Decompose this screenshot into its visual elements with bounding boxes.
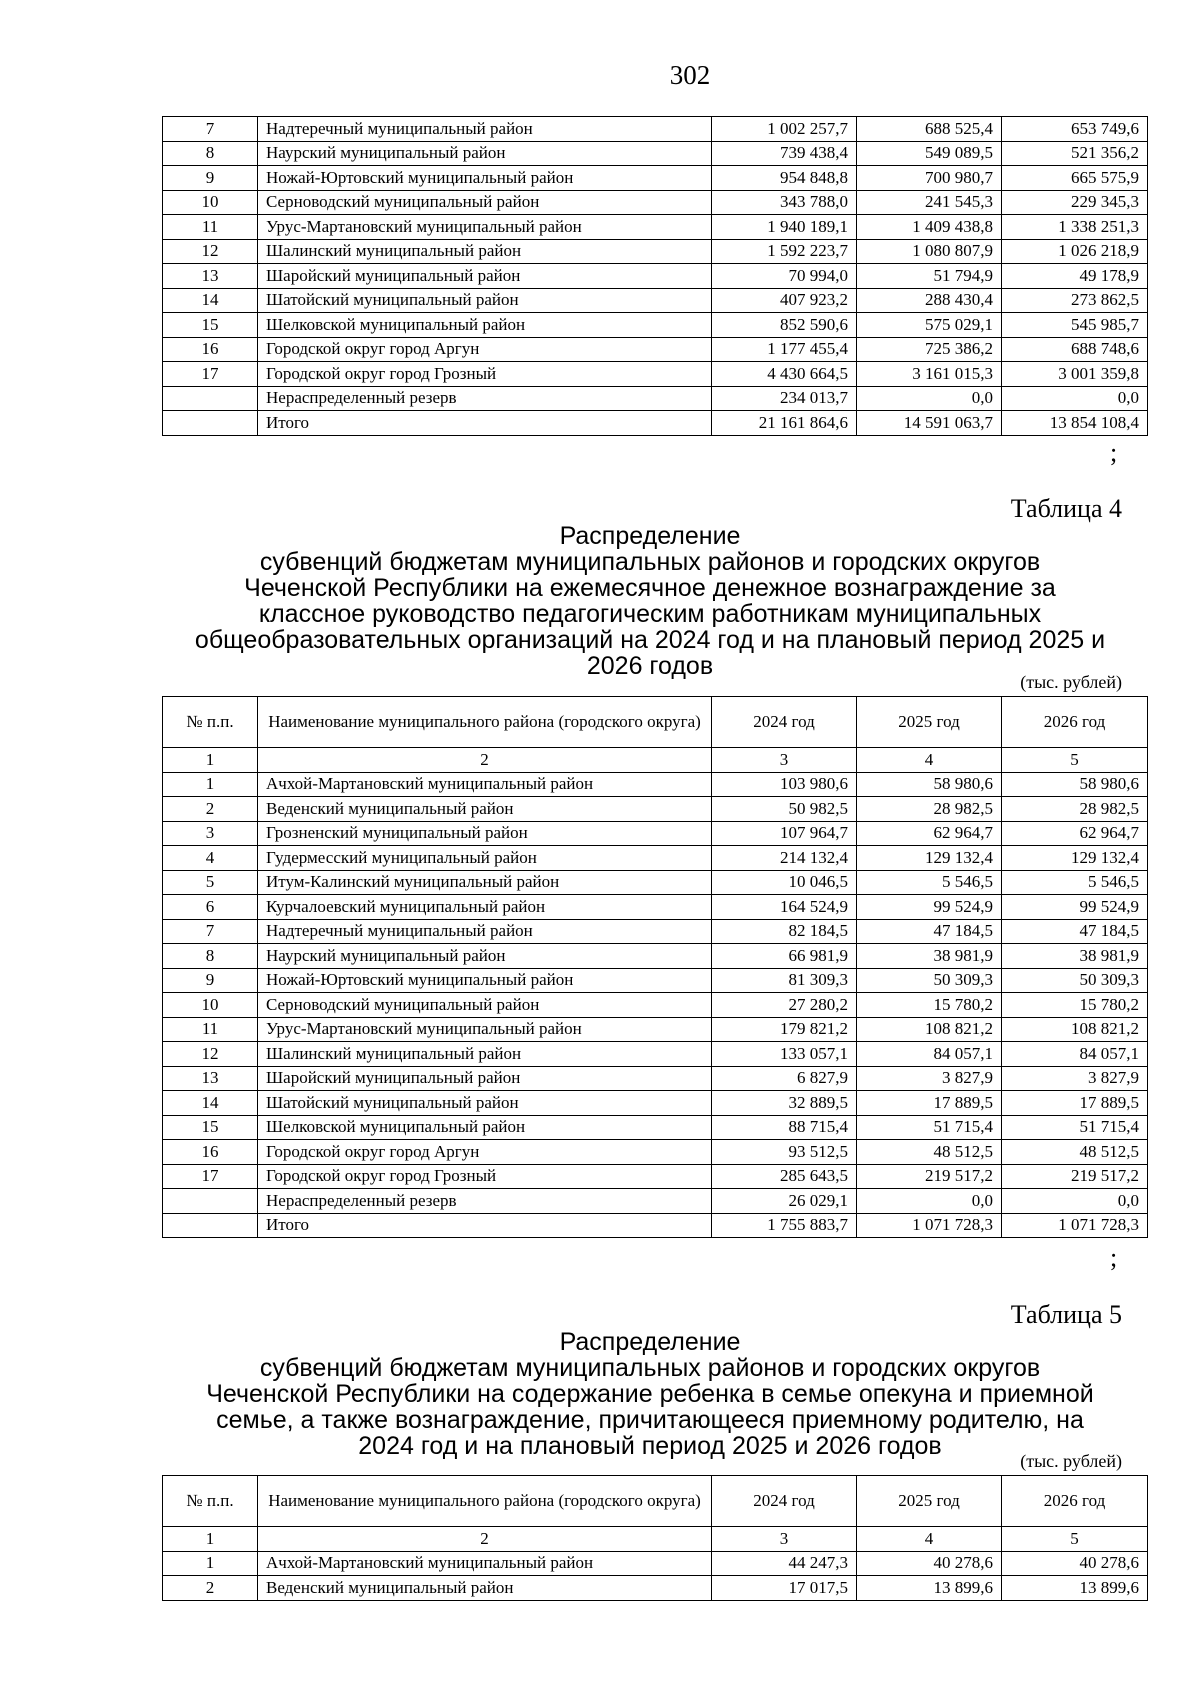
table-row <box>163 895 1148 920</box>
page-number: 302 <box>669 60 711 90</box>
row-number: 14 <box>163 1091 258 1116</box>
value-2025: 84 057,1 <box>857 1042 1002 1067</box>
value-2026: 219 517,2 <box>1002 1164 1148 1189</box>
heading-line: классное руководство педагогическим работникам муниципальных <box>258 600 1042 628</box>
value-2026: 51 715,4 <box>1002 1115 1148 1140</box>
value-2025: 3 827,9 <box>857 1066 1002 1091</box>
table5 <box>162 1475 1148 1601</box>
row-number: 15 <box>163 1115 258 1140</box>
value-2026: 653 749,6 <box>1002 117 1148 142</box>
table4 <box>162 696 1148 1238</box>
header-num: № п.п. <box>163 697 258 748</box>
value-2025: 48 512,5 <box>857 1140 1002 1165</box>
value-2026: 84 057,1 <box>1002 1042 1148 1067</box>
value-2026: 28 982,5 <box>1002 797 1148 822</box>
row-number: 2 <box>163 797 258 822</box>
row-number: 10 <box>163 993 258 1018</box>
district-name: Шатойский муниципальный район <box>258 288 712 313</box>
row-number: 16 <box>163 1140 258 1165</box>
table3-end-mark: ; <box>1110 438 1118 467</box>
district-name: Грозненский муниципальный район <box>258 821 712 846</box>
table-row <box>163 337 1148 362</box>
row-number: 9 <box>163 968 258 993</box>
row-number: 8 <box>163 141 258 166</box>
table-row <box>163 117 1148 142</box>
value-2026: 1 026 218,9 <box>1002 239 1148 264</box>
header-2024: 2024 год <box>712 1476 857 1527</box>
value-2024: 32 889,5 <box>712 1091 857 1116</box>
value-2026: 38 981,9 <box>1002 944 1148 969</box>
value-2025: 725 386,2 <box>857 337 1002 362</box>
value-2026: 665 575,9 <box>1002 166 1148 191</box>
col-number: 5 <box>1002 1527 1148 1552</box>
table-row <box>163 919 1148 944</box>
value-2024: 214 132,4 <box>712 846 857 871</box>
value-2025: 549 089,5 <box>857 141 1002 166</box>
table-row <box>163 944 1148 969</box>
row-number: 14 <box>163 288 258 313</box>
row-number: 12 <box>163 239 258 264</box>
district-name: Городской округ город Аргун <box>258 1140 712 1165</box>
col-number: 2 <box>258 748 712 773</box>
value-2024: 93 512,5 <box>712 1140 857 1165</box>
district-name: Нераспределенный резерв <box>258 386 712 411</box>
value-2026: 0,0 <box>1002 1189 1148 1214</box>
table4-header-row <box>163 697 1148 748</box>
value-2026: 3 827,9 <box>1002 1066 1148 1091</box>
value-2025: 50 309,3 <box>857 968 1002 993</box>
value-2025: 129 132,4 <box>857 846 1002 871</box>
value-2025: 51 794,9 <box>857 264 1002 289</box>
row-number: 11 <box>163 215 258 240</box>
table-row <box>163 1017 1148 1042</box>
value-2024: 10 046,5 <box>712 870 857 895</box>
table4-column-numbers-row <box>163 748 1148 773</box>
value-2024: 26 029,1 <box>712 1189 857 1214</box>
value-2024: 66 981,9 <box>712 944 857 969</box>
header-name: Наименование муниципального района (городского округа) <box>258 1476 712 1527</box>
row-number: 17 <box>163 1164 258 1189</box>
table-row <box>163 993 1148 1018</box>
header-num: № п.п. <box>163 1476 258 1527</box>
district-name: Шелковской муниципальный район <box>258 313 712 338</box>
header-2024: 2024 год <box>712 697 857 748</box>
col-number: 3 <box>712 1527 857 1552</box>
table-row <box>163 1213 1148 1238</box>
district-name: Серноводский муниципальный район <box>258 190 712 215</box>
table-row <box>163 239 1148 264</box>
value-2024: 1 755 883,7 <box>712 1213 857 1238</box>
table4-units: (тыс. рублей) <box>1020 672 1122 692</box>
value-2024: 179 821,2 <box>712 1017 857 1042</box>
row-number: 1 <box>163 1551 258 1576</box>
value-2024: 88 715,4 <box>712 1115 857 1140</box>
value-2025: 40 278,6 <box>857 1551 1002 1576</box>
table-row <box>163 1164 1148 1189</box>
value-2025: 288 430,4 <box>857 288 1002 313</box>
value-2025: 0,0 <box>857 386 1002 411</box>
table3-continuation <box>162 116 1148 436</box>
value-2025: 0,0 <box>857 1189 1002 1214</box>
table3-body <box>163 117 1148 436</box>
heading-line: субвенций бюджетам муниципальных районов и городских округов <box>259 1354 1041 1382</box>
row-number: 16 <box>163 337 258 362</box>
heading-line: субвенций бюджетам муниципальных районов и городских округов <box>259 548 1041 576</box>
value-2025: 28 982,5 <box>857 797 1002 822</box>
table-row <box>163 386 1148 411</box>
value-2024: 4 430 664,5 <box>712 362 857 387</box>
row-number: 3 <box>163 821 258 846</box>
row-number: 12 <box>163 1042 258 1067</box>
table4-end-mark: ; <box>1110 1243 1118 1272</box>
value-2024: 17 017,5 <box>712 1576 857 1601</box>
value-2026: 688 748,6 <box>1002 337 1148 362</box>
district-name: Шатойский муниципальный район <box>258 1091 712 1116</box>
table-row <box>163 1066 1148 1091</box>
district-name: Ножай-Юртовский муниципальный район <box>258 166 712 191</box>
district-name: Шалинский муниципальный район <box>258 239 712 264</box>
value-2025: 47 184,5 <box>857 919 1002 944</box>
value-2026: 17 889,5 <box>1002 1091 1148 1116</box>
value-2024: 343 788,0 <box>712 190 857 215</box>
district-name: Итого <box>258 1213 712 1238</box>
col-number: 3 <box>712 748 857 773</box>
value-2026: 521 356,2 <box>1002 141 1148 166</box>
table-row <box>163 1189 1148 1214</box>
row-number <box>163 411 258 436</box>
col-number: 1 <box>163 748 258 773</box>
district-name: Курчалоевский муниципальный район <box>258 895 712 920</box>
value-2024: 21 161 864,6 <box>712 411 857 436</box>
district-name: Ачхой-Мартановский муниципальный район <box>258 1551 712 1576</box>
value-2026: 1 071 728,3 <box>1002 1213 1148 1238</box>
row-number: 1 <box>163 772 258 797</box>
col-number: 1 <box>163 1527 258 1552</box>
table5-units: (тыс. рублей) <box>1020 1451 1122 1471</box>
table-row <box>163 1042 1148 1067</box>
value-2025: 219 517,2 <box>857 1164 1002 1189</box>
row-number <box>163 1189 258 1214</box>
district-name: Наурский муниципальный район <box>258 944 712 969</box>
value-2026: 62 964,7 <box>1002 821 1148 846</box>
value-2026: 15 780,2 <box>1002 993 1148 1018</box>
value-2026: 0,0 <box>1002 386 1148 411</box>
table5-heading <box>150 1329 1150 1459</box>
value-2026: 48 512,5 <box>1002 1140 1148 1165</box>
district-name: Шелковской муниципальный район <box>258 1115 712 1140</box>
value-2024: 6 827,9 <box>712 1066 857 1091</box>
heading-line: семье, а также вознаграждение, причитающееся приемному родителю, на <box>216 1406 1084 1434</box>
table5-header-row <box>163 1476 1148 1527</box>
table-row <box>163 797 1148 822</box>
row-number: 7 <box>163 117 258 142</box>
value-2025: 51 715,4 <box>857 1115 1002 1140</box>
value-2025: 575 029,1 <box>857 313 1002 338</box>
heading-title: Распределение <box>559 522 741 550</box>
value-2024: 407 923,2 <box>712 288 857 313</box>
value-2024: 1 177 455,4 <box>712 337 857 362</box>
district-name: Итум-Калинский муниципальный район <box>258 870 712 895</box>
heading-line: 2024 год и на плановый период 2025 и 2026 годов <box>358 1432 942 1460</box>
value-2024: 1 940 189,1 <box>712 215 857 240</box>
district-name: Веденский муниципальный район <box>258 1576 712 1601</box>
table5-label: Таблица 5 <box>1010 1300 1122 1329</box>
value-2025: 241 545,3 <box>857 190 1002 215</box>
value-2025: 14 591 063,7 <box>857 411 1002 436</box>
district-name: Веденский муниципальный район <box>258 797 712 822</box>
col-number: 4 <box>857 748 1002 773</box>
table-row <box>163 772 1148 797</box>
value-2024: 1 002 257,7 <box>712 117 857 142</box>
heading-line: 2026 годов <box>586 652 714 680</box>
row-number: 11 <box>163 1017 258 1042</box>
table5-column-numbers-row <box>163 1527 1148 1552</box>
district-name: Ачхой-Мартановский муниципальный район <box>258 772 712 797</box>
district-name: Шаройский муниципальный район <box>258 264 712 289</box>
row-number: 10 <box>163 190 258 215</box>
value-2026: 13 854 108,4 <box>1002 411 1148 436</box>
district-name: Нераспределенный резерв <box>258 1189 712 1214</box>
row-number: 6 <box>163 895 258 920</box>
header-2026: 2026 год <box>1002 697 1148 748</box>
table4-body <box>163 772 1148 1238</box>
table-row <box>163 362 1148 387</box>
value-2024: 739 438,4 <box>712 141 857 166</box>
value-2025: 17 889,5 <box>857 1091 1002 1116</box>
value-2025: 700 980,7 <box>857 166 1002 191</box>
value-2026: 47 184,5 <box>1002 919 1148 944</box>
table-row <box>163 1140 1148 1165</box>
value-2024: 133 057,1 <box>712 1042 857 1067</box>
value-2026: 129 132,4 <box>1002 846 1148 871</box>
value-2025: 58 980,6 <box>857 772 1002 797</box>
row-number: 4 <box>163 846 258 871</box>
heading-title: Распределение <box>559 1328 741 1356</box>
value-2026: 49 178,9 <box>1002 264 1148 289</box>
value-2025: 108 821,2 <box>857 1017 1002 1042</box>
table-row <box>163 411 1148 436</box>
table-row <box>163 968 1148 993</box>
col-number: 2 <box>258 1527 712 1552</box>
value-2024: 44 247,3 <box>712 1551 857 1576</box>
district-name: Надтеречный муниципальный район <box>258 919 712 944</box>
value-2025: 38 981,9 <box>857 944 1002 969</box>
value-2024: 27 280,2 <box>712 993 857 1018</box>
value-2026: 273 862,5 <box>1002 288 1148 313</box>
district-name: Шаройский муниципальный район <box>258 1066 712 1091</box>
value-2024: 103 980,6 <box>712 772 857 797</box>
value-2026: 40 278,6 <box>1002 1551 1148 1576</box>
value-2024: 954 848,8 <box>712 166 857 191</box>
value-2026: 50 309,3 <box>1002 968 1148 993</box>
value-2025: 1 071 728,3 <box>857 1213 1002 1238</box>
district-name: Надтеречный муниципальный район <box>258 117 712 142</box>
value-2026: 229 345,3 <box>1002 190 1148 215</box>
row-number <box>163 1213 258 1238</box>
header-2026: 2026 год <box>1002 1476 1148 1527</box>
col-number: 5 <box>1002 748 1148 773</box>
table-row <box>163 313 1148 338</box>
district-name: Серноводский муниципальный район <box>258 993 712 1018</box>
table-row <box>163 1091 1148 1116</box>
value-2025: 5 546,5 <box>857 870 1002 895</box>
value-2024: 82 184,5 <box>712 919 857 944</box>
col-number: 4 <box>857 1527 1002 1552</box>
district-name: Городской округ город Аргун <box>258 337 712 362</box>
value-2026: 545 985,7 <box>1002 313 1148 338</box>
table-row <box>163 846 1148 871</box>
row-number: 13 <box>163 1066 258 1091</box>
value-2025: 688 525,4 <box>857 117 1002 142</box>
value-2024: 81 309,3 <box>712 968 857 993</box>
value-2024: 107 964,7 <box>712 821 857 846</box>
table-row <box>163 166 1148 191</box>
heading-line: Чеченской Республики на ежемесячное денежное вознаграждение за <box>244 574 1056 602</box>
value-2026: 1 338 251,3 <box>1002 215 1148 240</box>
row-number: 7 <box>163 919 258 944</box>
district-name: Городской округ город Грозный <box>258 1164 712 1189</box>
value-2024: 285 643,5 <box>712 1164 857 1189</box>
value-2025: 1 080 807,9 <box>857 239 1002 264</box>
heading-line: Чеченской Республики на содержание ребенка в семье опекуна и приемной <box>206 1380 1094 1408</box>
table5-body <box>163 1551 1148 1600</box>
table-row <box>163 1576 1148 1601</box>
district-name: Городской округ город Грозный <box>258 362 712 387</box>
value-2024: 852 590,6 <box>712 313 857 338</box>
row-number: 15 <box>163 313 258 338</box>
value-2025: 15 780,2 <box>857 993 1002 1018</box>
district-name: Урус-Мартановский муниципальный район <box>258 1017 712 1042</box>
value-2024: 70 994,0 <box>712 264 857 289</box>
value-2024: 1 592 223,7 <box>712 239 857 264</box>
row-number: 5 <box>163 870 258 895</box>
district-name: Урус-Мартановский муниципальный район <box>258 215 712 240</box>
value-2026: 99 524,9 <box>1002 895 1148 920</box>
table-row <box>163 288 1148 313</box>
district-name: Гудермесский муниципальный район <box>258 846 712 871</box>
district-name: Итого <box>258 411 712 436</box>
row-number: 2 <box>163 1576 258 1601</box>
header-name: Наименование муниципального района (городского округа) <box>258 697 712 748</box>
row-number: 9 <box>163 166 258 191</box>
table-row <box>163 821 1148 846</box>
district-name: Шалинский муниципальный район <box>258 1042 712 1067</box>
row-number: 13 <box>163 264 258 289</box>
value-2026: 108 821,2 <box>1002 1017 1148 1042</box>
value-2025: 1 409 438,8 <box>857 215 1002 240</box>
value-2025: 13 899,6 <box>857 1576 1002 1601</box>
value-2024: 234 013,7 <box>712 386 857 411</box>
table-row <box>163 870 1148 895</box>
table4-heading <box>150 523 1150 679</box>
value-2025: 99 524,9 <box>857 895 1002 920</box>
table-row <box>163 1551 1148 1576</box>
row-number: 17 <box>163 362 258 387</box>
table-row <box>163 264 1148 289</box>
district-name: Ножай-Юртовский муниципальный район <box>258 968 712 993</box>
district-name: Наурский муниципальный район <box>258 141 712 166</box>
heading-line: общеобразовательных организаций на 2024 год и на плановый период 2025 и <box>194 626 1106 654</box>
value-2025: 62 964,7 <box>857 821 1002 846</box>
table-row <box>163 190 1148 215</box>
value-2026: 13 899,6 <box>1002 1576 1148 1601</box>
value-2024: 164 524,9 <box>712 895 857 920</box>
table-row <box>163 215 1148 240</box>
row-number: 8 <box>163 944 258 969</box>
table4-label: Таблица 4 <box>1010 494 1122 523</box>
header-2025: 2025 год <box>857 697 1002 748</box>
table-row <box>163 141 1148 166</box>
value-2026: 5 546,5 <box>1002 870 1148 895</box>
row-number <box>163 386 258 411</box>
value-2025: 3 161 015,3 <box>857 362 1002 387</box>
table-row <box>163 1115 1148 1140</box>
value-2024: 50 982,5 <box>712 797 857 822</box>
header-2025: 2025 год <box>857 1476 1002 1527</box>
value-2026: 3 001 359,8 <box>1002 362 1148 387</box>
value-2026: 58 980,6 <box>1002 772 1148 797</box>
